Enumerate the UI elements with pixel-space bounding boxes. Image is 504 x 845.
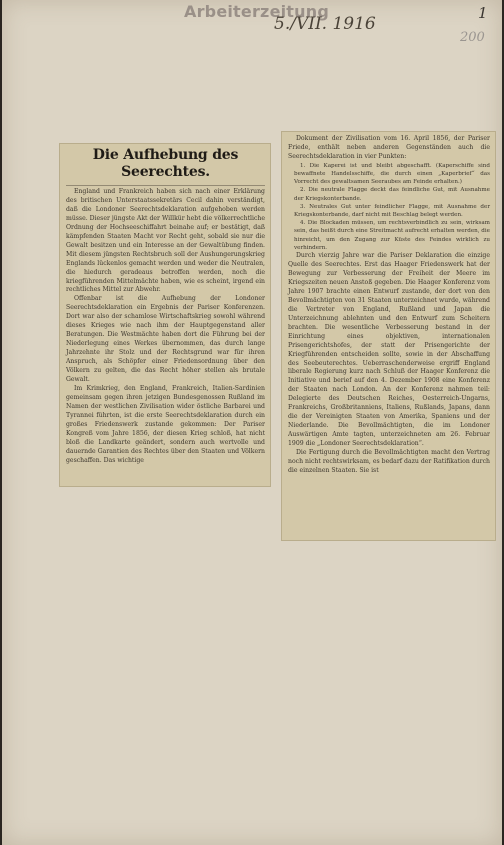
- declaration-points: [288, 162, 490, 252]
- clipping-left-column: [59, 143, 271, 487]
- paragraph: Die Fertigung durch die Bevollmächtigten macht den Vertrag noch nicht rechtswirksam, es bedarf dazu der Ratifikation durch die einzelnen Staaten. Sie ist: [288, 449, 490, 474]
- paragraph: Offenbar ist die Aufhebung der Londoner Seerechtsdeklaration ein Ergebnis der Pariser Konferenzen. Dort war also der schamlose Wirtschaftskrieg sowohl während dieses Krieges wie nach ihm der Hauptgegenstand aller Beratungen. Die Westmächte haben dort die Führung bei der Niederlegung eines Werkes übernommen, das durch lange Jahrzehnte ihr Stolz und der Rechtsgrund war für ihren Anspruch, als Schöpfer einer Friedensordnung über den Völkern zu gelten, die das Recht höher stellen als brutale Gewalt.: [66, 295, 265, 384]
- archive-stamp: Arbeiterzeitung: [184, 2, 329, 21]
- archive-sheet: [2, 0, 502, 845]
- paragraph: Dokument der Zivilisation vom 16. April 1856, der Pariser Friede, enthält neben anderen Gegenständen auch die Seerechtsdeklaration in vier Punkten:: [288, 135, 490, 160]
- paragraph: Durch vierzig Jahre war die Pariser Deklaration die einzige Quelle des Seerechtes. Erst das Haager Friedenswerk hat der Bewegung zur Verbesserung der Freiheit der Meere im Kriegszeiten neuen Anstoß gegeben. Die Haager Konferenz vom Jahre 1907 brachte einen Entwurf zustande, der dort von den Bevollmächtigten von 31 Staaten unterzeichnet wurde, während die Vertreter von England, Rußland und Japan die Unterzeichnung ablehnten und den Entwurf zum Scheitern brachten. Die wesentliche Verbesserung bestand in der Einrichtung eines objektiven, internationalen Prisengerichtshofes, der statt der Prisengerichte der Kriegführenden entscheiden sollte, sowie in der Abschaffung des Seebeuterechtes. Ueberraschenderweise ergriff England liberale Regierung kurz nach Schluß der Haager Konferenz die Initiative und berief auf den 4. Dezember 1908 eine Konferenz der Staaten nach London. An der Konferenz nahmen teil: Delegierte des Deutschen Reiches, Oesterreich-Ungarns, Frankreichs, Großbritanniens, Italiens, Rußlands, Japans, dann die der Vereinigten Staaten von Amerika, Spaniens und der Niederlande. Die Bevollmächtigten, die im Londoner Auswärtigen Amte tagten, unterzeichneten am 26. Februar 1909 die „Londoner Seerechtsdeklaration“.: [288, 252, 490, 448]
- article-headline: Die Aufhebung des Seerechtes.: [92, 147, 239, 180]
- declaration-point: 2. Die neutrale Flagge deckt das feindliche Gut, mit Ausnahme der Kriegskonterbande.: [294, 187, 490, 202]
- page-number-secondary: 200: [460, 30, 485, 45]
- declaration-point: 4. Die Blockaden müssen, um rechtsverbindlich zu sein, wirksam sein, das heißt durch eine Streitmacht aufrecht erhalten werden, die hinreicht, um den Zugang zur Küste des Feindes wirklich zu verhindern.: [294, 220, 490, 251]
- handwritten-date: 5./VII. 1916: [274, 14, 376, 34]
- paragraph: England und Frankreich haben sich nach einer Erklärung des britischen Unterstaatssekretärs Cecil dahin verständigt, daß die Londoner Seerechtsdeklaration aufgehoben werden müsse. Dieser jüngste Akt der Willkür hebt die völkerrechtliche Ordnung der Hochseeschiffahrt beinahe auf; er bestätigt, daß kämpfenden Staaten Macht vor Recht geht, sobald sie nur die Gewalt besitzen und ein Interesse an der Gewaltübung finden. Mit diesem jüngsten Rechtsbruch soll der Aushungerungskrieg Englands lückenlos gemacht werden und weder die Neutralen, die hiedurch geradeaus betroffen werden, noch die kriegführenden Mittelmächte haben, wie es scheint, irgend ein rechtliches Mittel zur Abwehr.: [66, 188, 265, 294]
- page-number: 1: [478, 4, 488, 22]
- headline-divider: [66, 185, 265, 186]
- paragraph: Im Krimkrieg, den England, Frankreich, Italien-Sardinien gemeinsam gegen ihren jetzigen Bundesgenossen Rußland im Namen der westlichen Zivilisation wider östliche Barbarei und Tyrannei führten, ist die erste Seerechtsdeklaration durch ein großes Friedenswerk zustande gekommen: Der Pariser Kongreß vom Jahre 1856, der diesen Krieg schloß, hat nicht bloß die Landkarte geändert, sondern auch wertvolle und dauernde Garantien des Rechtes über den Staaten und Völkern geschaffen. Das wichtige: [66, 384, 265, 464]
- declaration-point: 1. Die Kaperei ist und bleibt abgeschafft. (Kaperschiffe sind bewaffnete Handelsschiffe, die durch einen „Kaperbrief“ das Vorrecht des gewaltsamen Seeraubes am Feinde erhalten.): [294, 162, 490, 186]
- declaration-point: 3. Neutrales Gut unter feindlicher Flagge, mit Ausnahme der Kriegskonterbande, darf nicht mit Beschlag belegt werden.: [294, 203, 490, 219]
- clipping-right-column: [281, 131, 496, 541]
